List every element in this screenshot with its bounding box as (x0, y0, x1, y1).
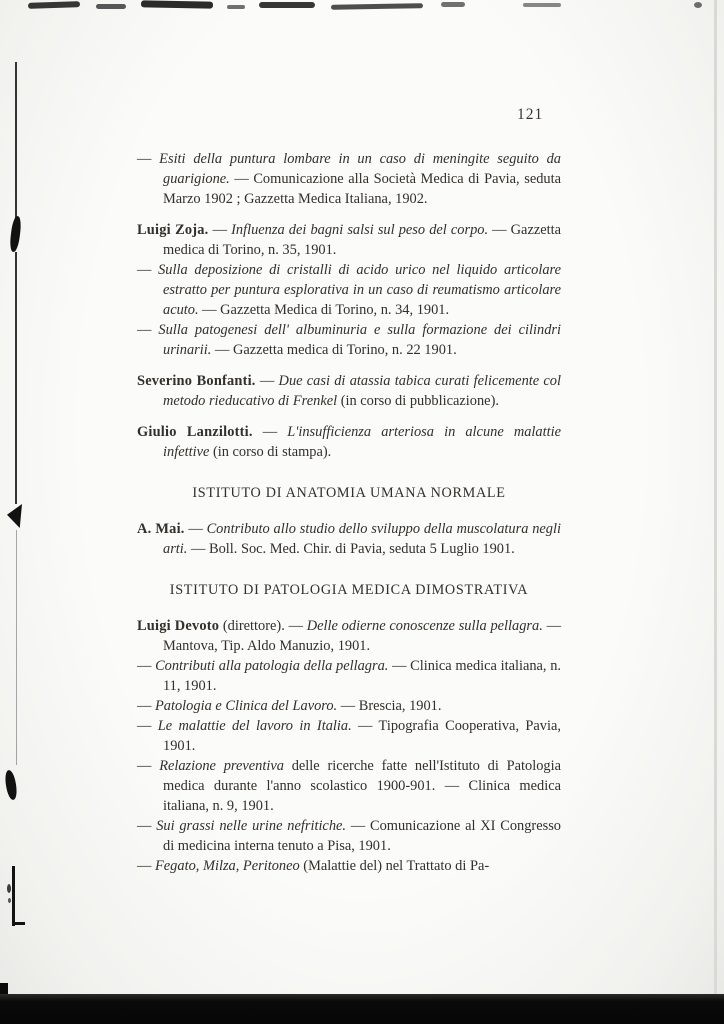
entry-text-segment: — (137, 758, 160, 774)
entry-text-segment: — (208, 222, 232, 238)
binding-thread-knot (7, 504, 22, 528)
bibliography-entry (137, 149, 561, 209)
scan-smudge (441, 2, 465, 7)
scan-smudge (141, 0, 213, 8)
author-entry (137, 422, 561, 462)
binding-thread-mark (12, 922, 25, 925)
entry-text-segment: Due casi di atassia tabica curati felicemente col metodo rieducativo di Frenkel (163, 373, 561, 409)
entry-text-segment: Fegato, Milza, Peritoneo (155, 858, 300, 874)
bibliography-entry (137, 756, 561, 816)
entry-text-segment: — Gazzetta medica di Torino, n. 35, 1901. (163, 222, 561, 258)
entry-text-segment: Influenza dei bagni salsi sul peso del corpo. (231, 222, 489, 238)
entry-text-segment: — (255, 373, 279, 389)
page-content (137, 149, 561, 876)
entry-text-segment: Contributo allo studio dello sviluppo della muscolatura negli arti. (163, 521, 561, 557)
entry-text-segment: Esiti della puntura lombare in un caso di meningite seguito da guarigione. (159, 151, 561, 187)
entry-text-segment: — Comunicazione al XI Congresso di medicina interna tenuto a Pisa, 1901. (163, 818, 561, 854)
bottom-scan-bar (0, 994, 724, 1024)
bibliography-entry (137, 716, 561, 756)
entry-text-segment: — (252, 424, 288, 440)
bibliography-entry (137, 320, 561, 360)
entry-text-segment: Patologia e Clinica del Lavoro. (155, 698, 338, 714)
entry-text-segment: — (137, 718, 158, 734)
binding-thread-mark (12, 866, 15, 926)
entry-text-segment: Luigi Zoja. (137, 222, 209, 238)
scan-smudge (331, 3, 423, 10)
entry-text-segment: L'insufficienza arteriosa in alcune malattie infettive (163, 424, 561, 460)
entry-text-segment: — (137, 262, 159, 278)
bibliography-entry (137, 656, 561, 696)
entry-text-segment: — (137, 698, 155, 714)
scan-smudge (227, 5, 245, 9)
entry-text-segment: — (137, 858, 155, 874)
author-entry (137, 220, 561, 260)
bibliography-entry (137, 856, 561, 876)
entry-text-segment: — Boll. Soc. Med. Chir. di Pavia, seduta 5 Luglio 1901. (187, 541, 515, 557)
author-entry (137, 616, 561, 656)
entry-text-segment: (in corso di stampa). (209, 444, 332, 460)
scan-smudge (96, 4, 126, 9)
entry-text-segment: Delle odierne conoscenze sulla pellagra. (306, 618, 543, 634)
right-page-edge-shadow (714, 0, 717, 1024)
binding-thread-knot (9, 216, 22, 253)
author-entry (137, 371, 561, 411)
bibliography-entry (137, 696, 561, 716)
entry-text-segment: — (137, 322, 159, 338)
entry-text-segment: — (137, 818, 157, 834)
entry-text-segment: Sulla deposizione di cristalli di acido urico nel liquido articolare estratto per puntura esplorativa in un caso di reumatismo articolare acuto. (158, 262, 561, 318)
bibliography-entry (137, 816, 561, 856)
entry-text-segment: — (184, 521, 207, 537)
entry-text-segment: — Mantova, Tip. Aldo Manuzio, 1901. (163, 618, 561, 654)
binding-thread-mark (15, 62, 17, 220)
entry-text-segment: — Brescia, 1901. (337, 698, 442, 714)
bibliography-entry (137, 260, 561, 320)
entry-text-segment: — (137, 151, 160, 167)
entry-text-segment: — Comunicazione alla Società Medica di Pavia, seduta Marzo 1902 ; Gazzetta Medica Italiana, 1902. (163, 171, 561, 207)
entry-text-segment: (Malattie del) nel Trattato di Pa- (299, 858, 490, 874)
entry-text-segment: Sulla patogenesi dell' albuminuria e sulla formazione dei cilindri urinarii. (158, 322, 561, 358)
entry-text-segment: — Gazzetta Medica di Torino, n. 34, 1901. (198, 302, 450, 318)
entry-text-segment: (direttore). — (219, 618, 307, 634)
entry-text-segment: (in corso di pubblicazione). (337, 393, 499, 409)
entry-text-segment: Contributi alla patologia della pellagra. (155, 658, 389, 674)
entry-text-segment: — Clinica medica italiana, n. 11, 1901. (163, 658, 561, 694)
entry-text-segment: Le malattie del lavoro in Italia. (157, 718, 352, 734)
entry-text-segment: Relazione preventiva (159, 758, 284, 774)
entry-text-segment: — Gazzetta medica di Torino, n. 22 1901. (211, 342, 457, 358)
ink-speck (8, 898, 11, 903)
entry-text-segment: delle ricerche fatte nell'Istituto di Patologia medica durante l'anno scolastico 1900-901. — Clinica medica italiana, n. 9, 1901. (163, 758, 561, 814)
section-heading: ISTITUTO DI ANATOMIA UMANA NORMALE (192, 485, 506, 501)
binding-thread-mark (16, 530, 17, 765)
author-entry (137, 519, 561, 559)
entry-text-segment: Severino Bonfanti. (137, 373, 256, 389)
section-heading: ISTITUTO DI PATOLOGIA MEDICA DIMOSTRATIVA (169, 582, 529, 598)
entry-text-segment: Sui grassi nelle urine nefritiche. (156, 818, 347, 834)
entry-text-segment: Luigi Devoto (137, 618, 220, 634)
entry-text-segment: Giulio Lanzilotti. (137, 424, 253, 440)
entry-text-segment: — (137, 658, 156, 674)
scan-smudge (259, 2, 315, 8)
page-number: 121 (517, 106, 544, 123)
entry-text-segment: A. Mai. (137, 521, 185, 537)
scan-smudge (28, 1, 80, 9)
binding-thread-knot (4, 769, 19, 800)
ink-speck (7, 884, 11, 893)
entry-text-segment: — Tipografia Cooperativa, Pavia, 1901. (163, 718, 561, 754)
binding-thread-mark (15, 252, 17, 504)
scan-smudge (694, 2, 702, 8)
scan-smudge (523, 3, 561, 7)
